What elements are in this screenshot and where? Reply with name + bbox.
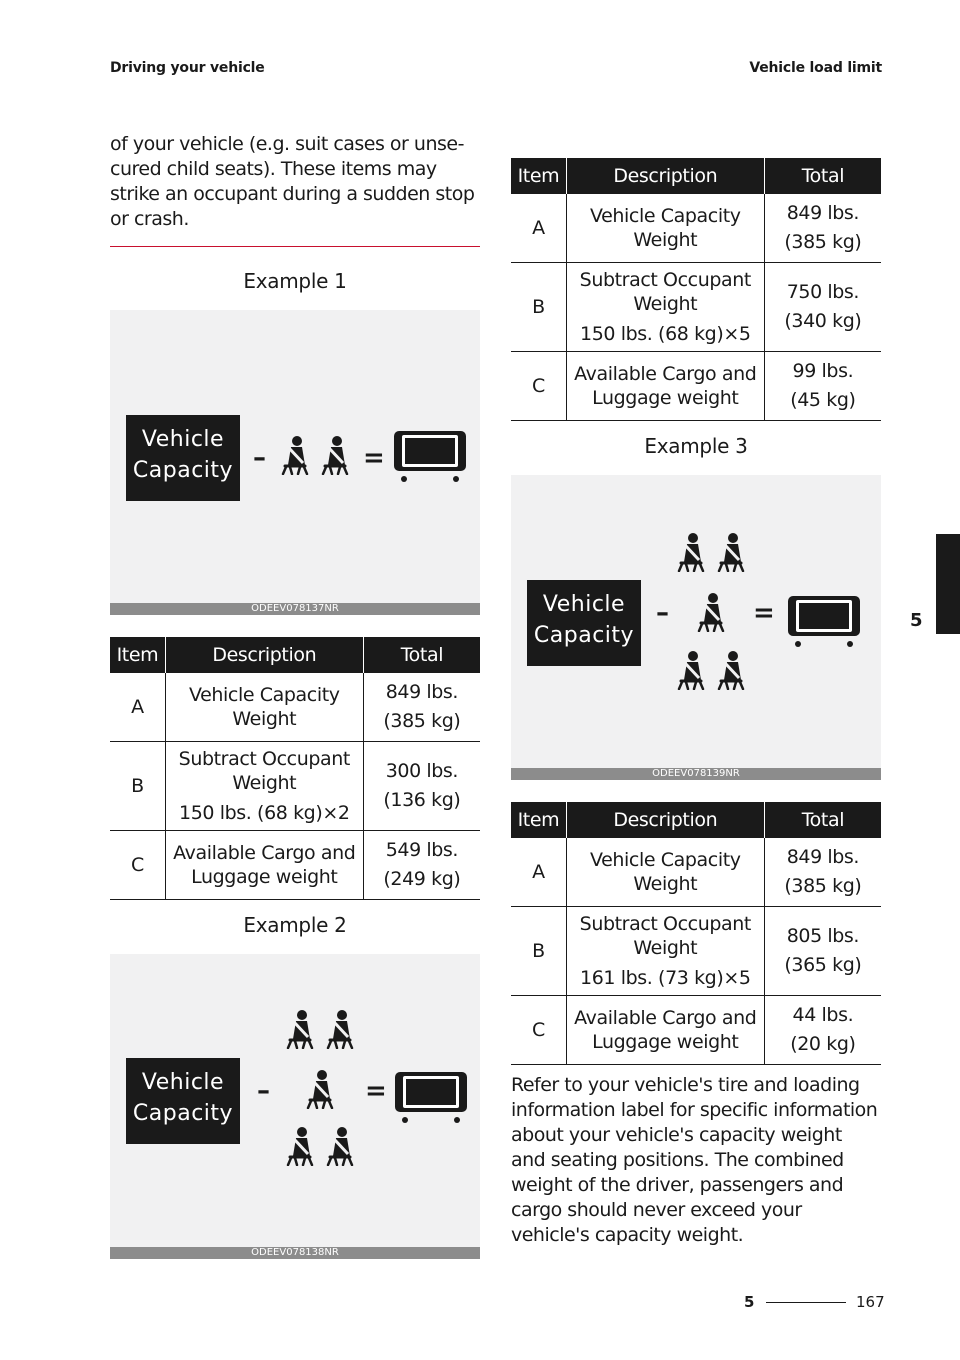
minus-sign: – xyxy=(656,598,669,628)
equals-sign: = xyxy=(365,1076,387,1106)
table-row: A Vehicle Capacity Weight 849 lbs. (385 kg) xyxy=(511,838,881,907)
seatbelt-occupant-icon xyxy=(325,1009,355,1049)
right-column xyxy=(511,158,881,1248)
footer-section-number: 5 xyxy=(744,1293,755,1311)
example-2-title: Example 2 xyxy=(243,913,347,937)
equals-sign: = xyxy=(753,598,775,628)
header-description: Description xyxy=(566,158,764,194)
equals-sign: = xyxy=(363,443,385,473)
example-3-title: Example 3 xyxy=(644,434,748,458)
header-description: Description xyxy=(566,802,764,838)
header-total: Total xyxy=(764,158,881,194)
table-row: A Vehicle Capacity Weight 849 lbs. (385 kg) xyxy=(110,673,480,742)
table-row: A Vehicle Capacity Weight 849 lbs. (385 kg) xyxy=(511,194,881,263)
header-total: Total xyxy=(363,637,480,673)
header-item: Item xyxy=(511,158,566,194)
seatbelt-occupant-icon xyxy=(716,532,746,572)
example-2-table xyxy=(511,158,881,421)
seatbelt-occupant-icon xyxy=(676,650,706,690)
vehicle-capacity-label: Vehicle Capacity xyxy=(126,1058,240,1144)
header-item: Item xyxy=(511,802,566,838)
running-header-right: Vehicle load limit xyxy=(749,60,882,76)
figure-code: ODEEV078138NR xyxy=(110,1247,480,1259)
example-1-title: Example 1 xyxy=(243,269,347,293)
intro-paragraph: of your vehicle (e.g. suit cases or unse-cured child seats). These items may strike an occupant during a sudden stop or crash. xyxy=(110,133,475,230)
table-row: C Available Cargo and Luggage weight 549 lbs. (249 kg) xyxy=(110,831,480,900)
minus-sign: – xyxy=(257,1076,270,1106)
example-3-table xyxy=(511,802,881,1065)
table-row: B Subtract Occupant Weight 150 lbs. (68 kg)×2 300 lbs. (136 kg) xyxy=(110,742,480,831)
header-description: Description xyxy=(165,637,363,673)
seatbelt-occupant-icon xyxy=(676,532,706,572)
seatbelt-occupant-icon xyxy=(285,1009,315,1049)
table-row: C Available Cargo and Luggage weight 44 lbs. (20 kg) xyxy=(511,996,881,1065)
example-2-figure xyxy=(110,954,480,1259)
example-1-table xyxy=(110,637,480,900)
figure-code: ODEEV078137NR xyxy=(110,603,480,615)
vehicle-capacity-label: Vehicle Capacity xyxy=(126,415,240,501)
section-divider xyxy=(110,246,480,247)
seatbelt-occupant-icon xyxy=(285,1126,315,1166)
table-row: C Available Cargo and Luggage weight 99 lbs. (45 kg) xyxy=(511,352,881,421)
footer-page-number: 167 xyxy=(856,1293,885,1311)
cargo-box-icon xyxy=(788,590,860,650)
header-total: Total xyxy=(764,802,881,838)
seatbelt-occupant-icon xyxy=(320,435,350,475)
minus-sign: – xyxy=(253,443,266,473)
seatbelt-occupant-icon xyxy=(280,435,310,475)
chapter-tab-number: 5 xyxy=(910,610,923,631)
header-item: Item xyxy=(110,637,165,673)
table-row: B Subtract Occupant Weight 150 lbs. (68 kg)×5 750 lbs. (340 kg) xyxy=(511,263,881,352)
seatbelt-occupant-icon xyxy=(325,1126,355,1166)
footer-rule xyxy=(766,1302,846,1303)
seatbelt-occupant-icon xyxy=(696,592,726,632)
figure-code: ODEEV078139NR xyxy=(511,768,881,780)
vehicle-capacity-label: Vehicle Capacity xyxy=(527,580,641,666)
cargo-box-icon xyxy=(394,425,466,485)
closing-paragraph: Refer to your vehicle's tire and loading information label for specific information about your vehicle's capacity weight and seating positions. The combined weight of the driver, passengers and cargo should never exceed your vehicle's capacity weight. xyxy=(511,1074,878,1246)
example-3-figure xyxy=(511,475,881,780)
cargo-box-icon xyxy=(395,1066,467,1126)
seatbelt-occupant-icon xyxy=(305,1069,335,1109)
table-row: B Subtract Occupant Weight 161 lbs. (73 kg)×5 805 lbs. (365 kg) xyxy=(511,907,881,996)
chapter-tab xyxy=(936,534,960,634)
running-header-left: Driving your vehicle xyxy=(110,60,265,76)
left-column xyxy=(110,132,480,1259)
example-1-figure xyxy=(110,310,480,615)
seatbelt-occupant-icon xyxy=(716,650,746,690)
